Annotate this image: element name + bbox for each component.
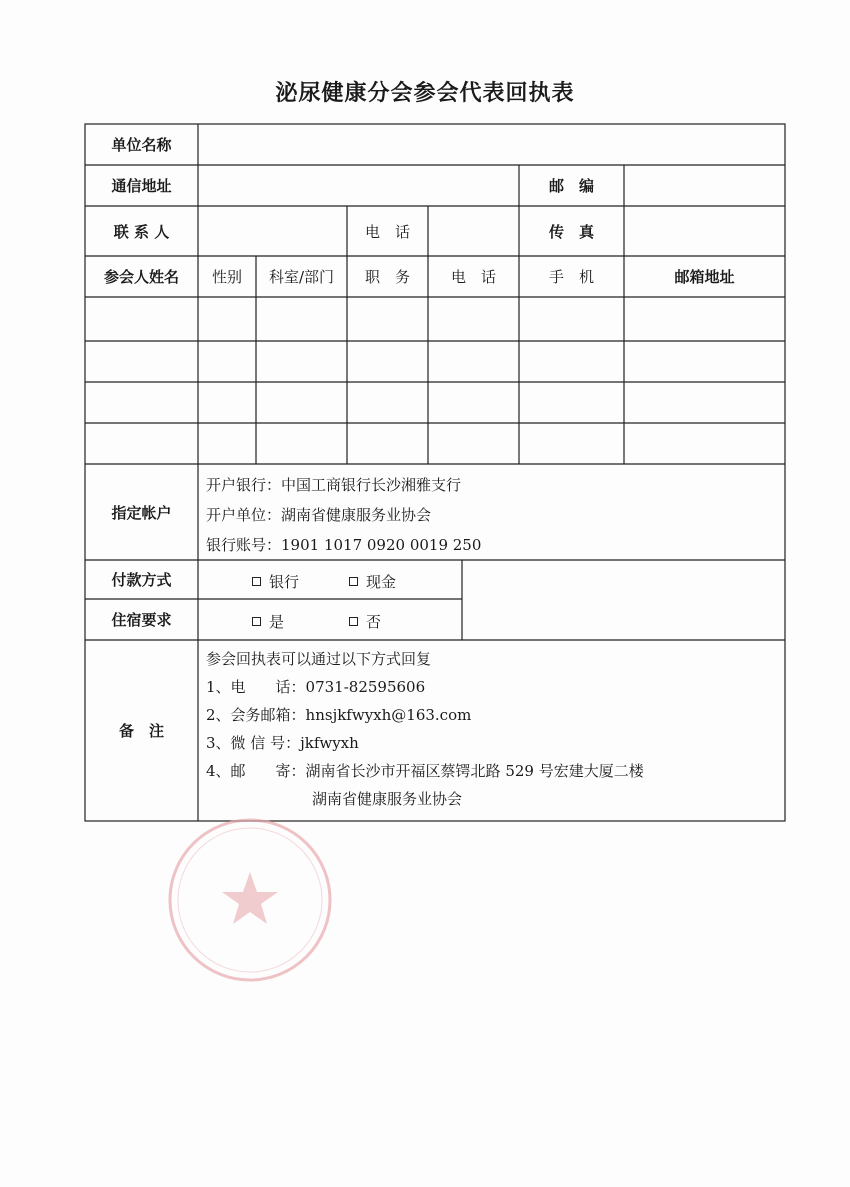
attendee-row[interactable] (86, 298, 784, 340)
postcode-label: 邮 编 (548, 177, 594, 195)
remarks-org: 湖南省健康服务业协会 (312, 790, 463, 808)
attendee-row[interactable] (86, 342, 784, 381)
unit-name-label: 单位名称 (111, 136, 172, 154)
remarks-phone: 1、电 话：0731-82595606 (206, 678, 426, 696)
fax-label: 传 真 (548, 222, 594, 241)
attendee-name-header: 参会人姓名 (103, 268, 179, 286)
address-label: 通信地址 (111, 177, 172, 195)
phone-label: 电 话 (364, 222, 410, 241)
department-header: 科室/部门 (268, 268, 335, 286)
remarks-mail: 4、邮 寄：湖南省长沙市开福区蔡锷北路 529 号宏建大厦二楼 (206, 762, 644, 780)
remarks-intro: 参会回执表可以通过以下方式回复 (206, 650, 432, 668)
seal-stamp (160, 810, 340, 990)
lodging-option-no[interactable]: 否 (349, 611, 381, 632)
account-label: 指定帐户 (111, 503, 172, 522)
attendee-row[interactable] (86, 424, 784, 463)
account-bank: 开户银行：中国工商银行长沙湘雅支行 (206, 476, 462, 494)
checkbox-icon[interactable] (252, 577, 261, 586)
address-field[interactable] (199, 166, 518, 205)
account-holder: 开户单位：湖南省健康服务业协会 (206, 506, 432, 524)
attendee-row[interactable] (86, 383, 784, 422)
checkbox-icon[interactable] (349, 617, 358, 626)
mobile-header: 手 机 (548, 268, 594, 286)
payment-label: 付款方式 (111, 571, 172, 589)
payment-option-cash[interactable]: 现金 (349, 571, 396, 592)
remarks-email: 2、会务邮箱：hnsjkfwyxh@163.com (206, 706, 472, 724)
contact-label: 联 系 人 (113, 222, 170, 241)
lodging-label: 住宿要求 (111, 611, 172, 629)
contact-field[interactable] (199, 207, 346, 255)
attendee-phone-header: 电 话 (450, 268, 496, 286)
remarks-wechat: 3、微 信 号：jkfwyxh (206, 734, 359, 752)
unit-name-field[interactable] (199, 125, 784, 164)
checkbox-icon[interactable] (349, 577, 358, 586)
email-header: 邮箱地址 (674, 268, 735, 286)
remarks-label: 备 注 (118, 722, 164, 740)
page-title: 泌尿健康分会参会代表回执表 (275, 81, 575, 106)
fax-field[interactable] (625, 207, 784, 255)
checkbox-icon[interactable] (252, 617, 261, 626)
lodging-option-yes[interactable]: 是 (252, 611, 284, 632)
payment-option-bank[interactable]: 银行 (252, 571, 299, 592)
account-number: 银行账号：1901 1017 0920 0019 250 (206, 536, 482, 554)
phone-field[interactable] (429, 207, 518, 255)
postcode-field[interactable] (625, 166, 784, 205)
gender-header: 性别 (211, 268, 242, 286)
position-header: 职 务 (364, 268, 410, 286)
